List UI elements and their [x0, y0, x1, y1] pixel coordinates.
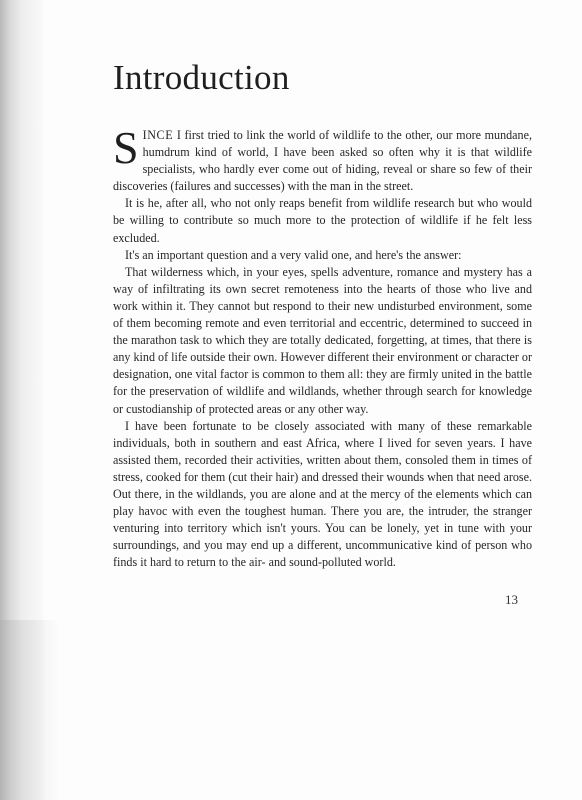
drop-cap: S [113, 122, 139, 173]
paragraph-1-text: I first tried to link the world of wildlife to the other, our more mundane, humdrum kind of world, I have been asked so often why it is that wildlife specialists, who hardly ever come out of hiding, reveal or share so few of their discoveries (failures and successes) with the man in the street. [113, 128, 532, 194]
page-title: Introduction [113, 58, 290, 97]
body-text [113, 122, 532, 571]
paragraph-3: It's an important question and a very valid one, and here's the answer: [125, 247, 462, 262]
paragraph-1 [113, 122, 532, 195]
page-number: 13 [505, 592, 518, 607]
small-caps-lead: INCE [142, 128, 174, 142]
paragraph-5: I have been fortunate to be closely associated with many of these remarkable individuals, both in southern and east Africa, where I lived for seven years. I have assisted them, recorded their activities, written about them, consoled them in times of stress, cooked for them (cut their hair) and dressed their wounds when that need arose. Out there, in the wildlands, you are alone and at the mercy of the elements which can play havoc with even the toughest human. There you are, the intruder, the stranger venturing into territory which isn't yours. You can be lonely, yet in tune with your surroundings, and you may end up a different, uncommunicative kind of person who finds it hard to return to the air- and sound-polluted world. [113, 418, 532, 570]
paragraph-4: That wilderness which, in your eyes, spells adventure, romance and mystery has a way of infiltrating its own secret remoteness into the hearts of those who live and work within it. They cannot but respond to their new undisturbed environment, some of them becoming remote and even territorial and eccentric, determined to succeed in the marathon task to which they are totally dedicated, forgetting, at times, that there is any kind of life outside their own. However different their environment or character or designation, one vital factor is common to them all: they are firmly united in the battle for the preservation of wildlife and wildlands, whether through search for knowledge or custodianship of protected areas or any other way. [113, 264, 532, 416]
paragraph-2: It is he, after all, who not only reaps benefit from wildlife research but who would be willing to contribute so much more to the protection of wildlife if he felt less excluded. [113, 196, 532, 245]
page-edge-shadow-lower [0, 620, 60, 800]
